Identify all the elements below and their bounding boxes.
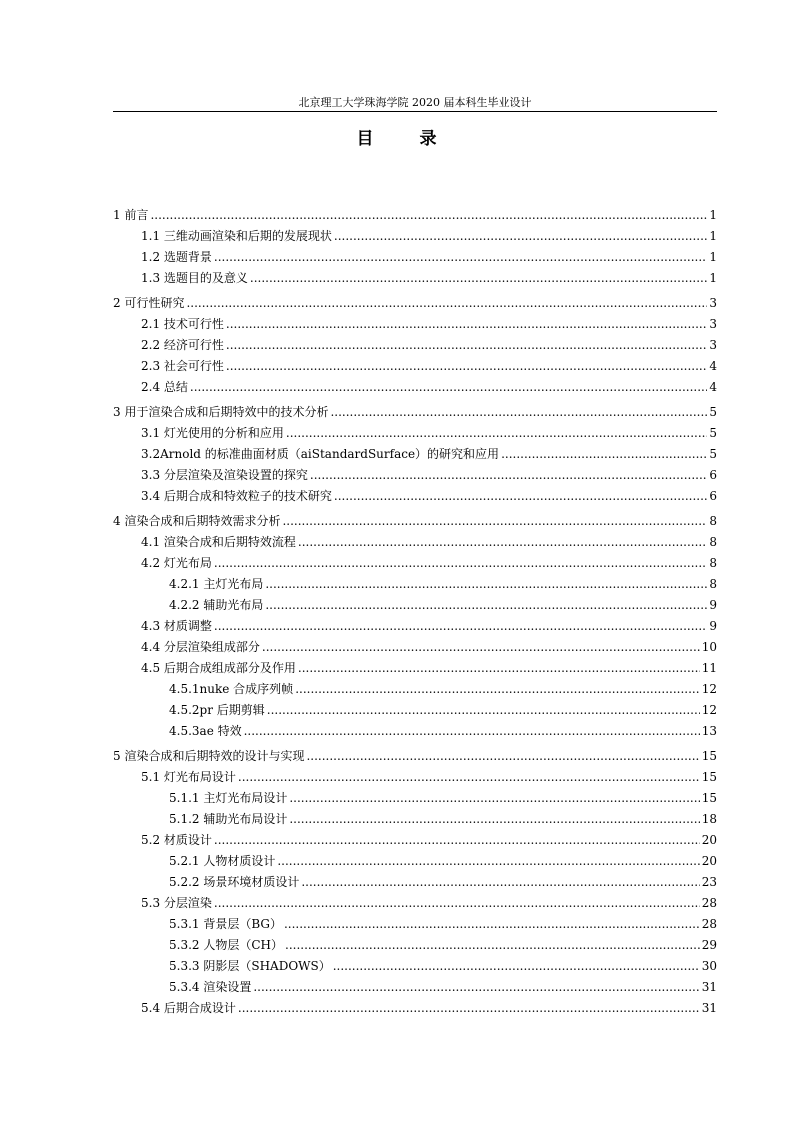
- toc-entry-title: 4.2 灯光布局: [141, 556, 212, 570]
- toc-entry-page-number: 9: [709, 619, 717, 633]
- toc-entry-title: 5.3.2 人物层（CH）: [169, 938, 283, 952]
- toc-entry-title: 3.3 分层渲染及渲染设置的探究: [141, 468, 308, 482]
- toc-entry-page-number: 4: [709, 359, 717, 373]
- running-header: 北京理工大学珠海学院 2020 届本科生毕业设计: [298, 96, 532, 109]
- toc-entry-page-number: 15: [701, 791, 717, 805]
- toc-entry-title: 5.2 材质设计: [141, 833, 212, 847]
- toc-entry[interactable]: [113, 977, 717, 998]
- toc-entry-page-number: 18: [701, 812, 717, 826]
- toc-dot-leader: [265, 574, 707, 595]
- toc-entry[interactable]: [113, 486, 717, 507]
- toc-entry-page-number: 6: [709, 468, 717, 482]
- toc-entry-page-number: 31: [701, 1001, 717, 1015]
- toc-entry-page-number: 8: [709, 577, 717, 591]
- toc-entry-title: 4.5.3ae 特效: [169, 724, 242, 738]
- toc-dot-leader: [186, 293, 707, 314]
- toc-dot-leader: [262, 637, 700, 658]
- toc-entry-page-number: 3: [709, 338, 717, 352]
- toc-entry-page-number: 28: [701, 896, 717, 910]
- toc-entry-title: 2.3 社会可行性: [141, 359, 224, 373]
- toc-entry[interactable]: [113, 226, 717, 247]
- toc-entry-page-number: 8: [709, 514, 717, 528]
- toc-dot-leader: [306, 746, 699, 767]
- toc-entry-title: 3.1 灯光使用的分析和应用: [141, 426, 284, 440]
- toc-entry[interactable]: [113, 679, 717, 700]
- toc-entry[interactable]: [113, 700, 717, 721]
- toc-dot-leader: [333, 956, 700, 977]
- toc-dot-leader: [285, 935, 700, 956]
- toc-entry-title: 2.1 技术可行性: [141, 317, 224, 331]
- toc-entry-title: 1.2 选题背景: [141, 250, 212, 264]
- toc-entry[interactable]: [113, 377, 717, 398]
- toc-entry-page-number: 15: [701, 770, 717, 784]
- toc-dot-leader: [190, 377, 707, 398]
- toc-entry[interactable]: [113, 767, 717, 788]
- toc-entry[interactable]: [113, 830, 717, 851]
- toc-entry-page-number: 10: [701, 640, 717, 654]
- toc-entry-page-number: 20: [701, 854, 717, 868]
- toc-entry-title: 5.2.2 场景环境材质设计: [169, 875, 300, 889]
- toc-dot-leader: [298, 532, 707, 553]
- toc-entry-title: 5.3 分层渲染: [141, 896, 212, 910]
- toc-entry-title: 1 前言: [113, 208, 149, 222]
- toc-entry-page-number: 5: [709, 426, 717, 440]
- toc-entry[interactable]: [113, 893, 717, 914]
- toc-entry-page-number: 29: [701, 938, 717, 952]
- toc-dot-leader: [226, 356, 707, 377]
- toc-dot-leader: [238, 998, 700, 1019]
- table-of-contents: [113, 205, 717, 1019]
- toc-entry[interactable]: [113, 335, 717, 356]
- toc-dot-leader: [295, 679, 700, 700]
- toc-entry-title: 2 可行性研究: [113, 296, 185, 310]
- toc-entry-page-number: 9: [709, 598, 717, 612]
- toc-entry[interactable]: [113, 658, 717, 679]
- toc-entry-title: 4.2.2 辅助光布局: [169, 598, 264, 612]
- toc-entry-page-number: 28: [701, 917, 717, 931]
- toc-entry[interactable]: [113, 532, 717, 553]
- toc-entry-page-number: 8: [709, 556, 717, 570]
- toc-entry-title: 2.4 总结: [141, 380, 188, 394]
- toc-entry-title: 5.4 后期合成设计: [141, 1001, 236, 1015]
- toc-entry-page-number: 1: [709, 229, 717, 243]
- toc-entry-title: 4.3 材质调整: [141, 619, 212, 633]
- toc-dot-leader: [289, 809, 699, 830]
- toc-dot-leader: [226, 314, 707, 335]
- toc-entry-title: 3 用于渲染合成和后期特效中的技术分析: [113, 405, 329, 419]
- toc-entry[interactable]: [113, 574, 717, 595]
- toc-entry-page-number: 5: [709, 447, 717, 461]
- toc-entry-title: 5.1.1 主灯光布局设计: [169, 791, 288, 805]
- toc-entry[interactable]: [113, 935, 717, 956]
- toc-entry-page-number: 1: [709, 250, 717, 264]
- toc-entry[interactable]: [113, 616, 717, 637]
- toc-entry-page-number: 3: [709, 317, 717, 331]
- toc-entry-title: 1.3 选题目的及意义: [141, 271, 248, 285]
- toc-entry-page-number: 23: [701, 875, 717, 889]
- toc-entry-title: 3.2Arnold 的标准曲面材质（aiStandardSurface）的研究和应用: [141, 447, 500, 461]
- toc-entry-title: 4.1 渲染合成和后期特效流程: [141, 535, 296, 549]
- toc-entry-page-number: 3: [709, 296, 717, 310]
- toc-dot-leader: [334, 486, 707, 507]
- toc-dot-leader: [310, 465, 707, 486]
- toc-entry-title: 5.1.2 辅助光布局设计: [169, 812, 288, 826]
- toc-dot-leader: [214, 247, 707, 268]
- toc-entry[interactable]: [113, 314, 717, 335]
- toc-dot-leader: [214, 830, 700, 851]
- toc-entry-page-number: 1: [709, 208, 717, 222]
- toc-dot-leader: [250, 268, 707, 289]
- toc-dot-leader: [214, 893, 700, 914]
- toc-entry-page-number: 8: [709, 535, 717, 549]
- toc-entry[interactable]: [113, 268, 717, 289]
- toc-dot-leader: [330, 402, 707, 423]
- toc-entry-title: 5.3.4 渲染设置: [169, 980, 252, 994]
- toc-entry[interactable]: [113, 998, 717, 1019]
- toc-dot-leader: [267, 700, 700, 721]
- toc-entry-title: 5.3.3 阴影层（SHADOWS）: [169, 959, 331, 973]
- toc-entry-page-number: 12: [701, 682, 717, 696]
- toc-dot-leader: [298, 658, 700, 679]
- toc-entry-page-number: 1: [709, 271, 717, 285]
- toc-entry-page-number: 5: [709, 405, 717, 419]
- toc-entry[interactable]: [113, 465, 717, 486]
- toc-entry-page-number: 13: [701, 724, 717, 738]
- toc-entry-title: 5 渲染合成和后期特效的设计与实现: [113, 749, 305, 763]
- toc-entry-page-number: 6: [709, 489, 717, 503]
- toc-entry-page-number: 4: [709, 380, 717, 394]
- toc-dot-leader: [334, 226, 707, 247]
- toc-entry[interactable]: [113, 956, 717, 977]
- toc-entry-title: 4 渲染合成和后期特效需求分析: [113, 514, 281, 528]
- toc-dot-leader: [301, 872, 699, 893]
- toc-dot-leader: [244, 721, 700, 742]
- toc-dot-leader: [253, 977, 699, 998]
- toc-entry[interactable]: [113, 872, 717, 893]
- toc-entry[interactable]: [113, 205, 717, 226]
- toc-entry[interactable]: [113, 595, 717, 616]
- toc-dot-leader: [284, 914, 700, 935]
- toc-dot-leader: [277, 851, 699, 872]
- toc-dot-leader: [282, 511, 707, 532]
- header-rule: [113, 111, 717, 112]
- toc-entry-page-number: 11: [701, 661, 717, 675]
- toc-entry[interactable]: [113, 247, 717, 268]
- toc-entry-title: 4.5.1nuke 合成序列帧: [169, 682, 294, 696]
- toc-entry[interactable]: [113, 356, 717, 377]
- toc-dot-leader: [226, 335, 707, 356]
- toc-entry[interactable]: [113, 637, 717, 658]
- toc-entry-title: 2.2 经济可行性: [141, 338, 224, 352]
- page-title: 目 录: [356, 129, 457, 149]
- toc-dot-leader: [501, 444, 707, 465]
- toc-dot-leader: [289, 788, 699, 809]
- toc-entry[interactable]: [113, 444, 717, 465]
- toc-entry[interactable]: [113, 511, 717, 532]
- toc-entry-page-number: 12: [701, 703, 717, 717]
- toc-entry-title: 1.1 三维动画渲染和后期的发展现状: [141, 229, 332, 243]
- toc-entry-title: 5.1 灯光布局设计: [141, 770, 236, 784]
- toc-entry[interactable]: [113, 851, 717, 872]
- toc-entry-page-number: 20: [701, 833, 717, 847]
- toc-dot-leader: [238, 767, 700, 788]
- toc-dot-leader: [265, 595, 707, 616]
- toc-entry-title: 4.4 分层渲染组成部分: [141, 640, 260, 654]
- toc-entry-page-number: 31: [701, 980, 717, 994]
- toc-dot-leader: [214, 616, 707, 637]
- toc-entry-title: 5.2.1 人物材质设计: [169, 854, 276, 868]
- toc-entry[interactable]: [113, 809, 717, 830]
- toc-dot-leader: [286, 423, 707, 444]
- toc-entry[interactable]: [113, 788, 717, 809]
- toc-entry[interactable]: [113, 553, 717, 574]
- toc-entry-page-number: 30: [701, 959, 717, 973]
- toc-entry[interactable]: [113, 293, 717, 314]
- toc-entry-title: 3.4 后期合成和特效粒子的技术研究: [141, 489, 332, 503]
- toc-entry[interactable]: [113, 914, 717, 935]
- toc-entry-title: 5.3.1 背景层（BG）: [169, 917, 282, 931]
- toc-entry[interactable]: [113, 721, 717, 742]
- toc-dot-leader: [214, 553, 707, 574]
- toc-entry-title: 4.5.2pr 后期剪辑: [169, 703, 265, 717]
- toc-entry-title: 4.5 后期合成组成部分及作用: [141, 661, 296, 675]
- toc-entry[interactable]: [113, 423, 717, 444]
- toc-entry[interactable]: [113, 402, 717, 423]
- toc-entry-page-number: 15: [701, 749, 717, 763]
- toc-entry-title: 4.2.1 主灯光布局: [169, 577, 264, 591]
- toc-entry[interactable]: [113, 746, 717, 767]
- toc-dot-leader: [150, 205, 707, 226]
